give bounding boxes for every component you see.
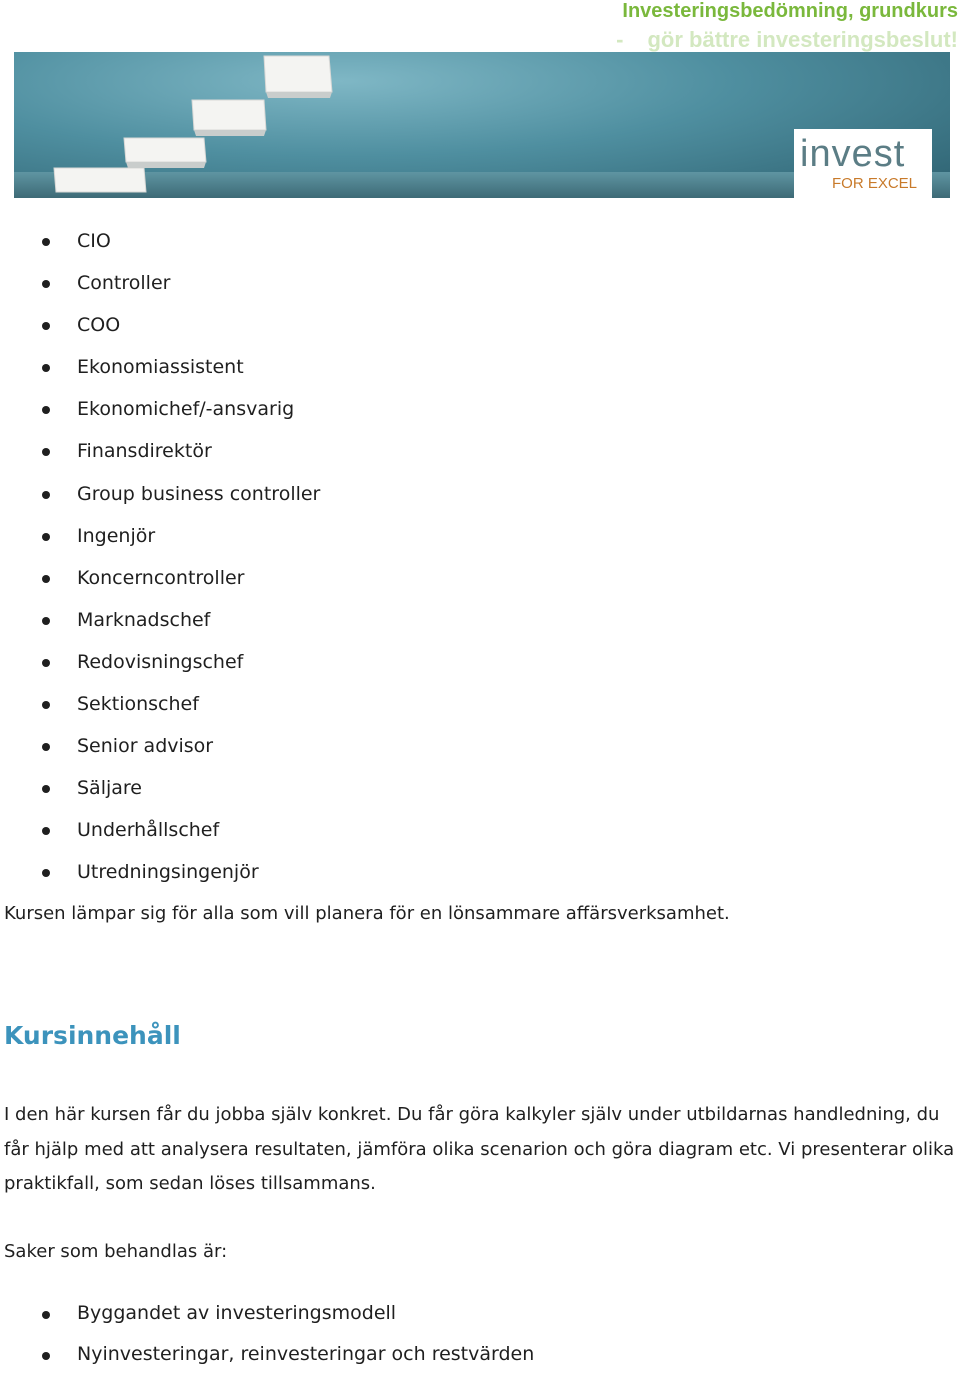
list-item: Group business controller [0,473,320,515]
list-item: Sektionschef [0,683,320,725]
suitability-text: Kursen lämpar sig för alla som vill planera för en lönsammare affärsverksamhet. [4,903,730,924]
list-item: Marknadschef [0,599,320,641]
list-item: CIO [0,220,320,262]
list-item: Ekonomichef/-ansvarig [0,388,320,430]
topics-list [0,1293,534,1375]
roles-list [0,220,320,894]
document-title: Investeringsbedömning, grundkurs [622,0,958,22]
list-item: Underhållschef [0,809,320,851]
list-item: Ingenjör [0,515,320,557]
list-item: Byggandet av investeringsmodell [0,1293,534,1334]
invest-logo [794,129,932,198]
list-item: Nyinvesteringar, reinvesteringar och restvärden [0,1334,534,1375]
list-item: Ekonomiassistent [0,346,320,388]
list-item: Finansdirektör [0,430,320,472]
list-item: Senior advisor [0,725,320,767]
list-item: Redovisningschef [0,641,320,683]
content-paragraph: I den här kursen får du jobba själv konkret. Du får göra kalkyler själv under utbildarnas handledning, du får hjälp med att analysera resultaten, jämföra olika scenarion och göra diagram etc. Vi presenterar olika praktikfall, som sedan löses tillsammans. [4,1104,955,1194]
list-item: Koncerncontroller [0,557,320,599]
logo-sub-text: FOR EXCEL [832,175,918,192]
section-heading: Kursinnehåll [4,1021,181,1050]
list-item: Utredningsingenjör [0,851,320,893]
list-item: Controller [0,262,320,304]
subtitle-text: gör bättre investeringsbeslut! [647,27,958,52]
document-subtitle [616,27,958,53]
topics-intro: Saker som behandlas är: [4,1241,228,1262]
list-item: Säljare [0,767,320,809]
subtitle-dash: - [616,27,624,52]
logo-main-text: invest [800,133,906,175]
list-item: COO [0,304,320,346]
